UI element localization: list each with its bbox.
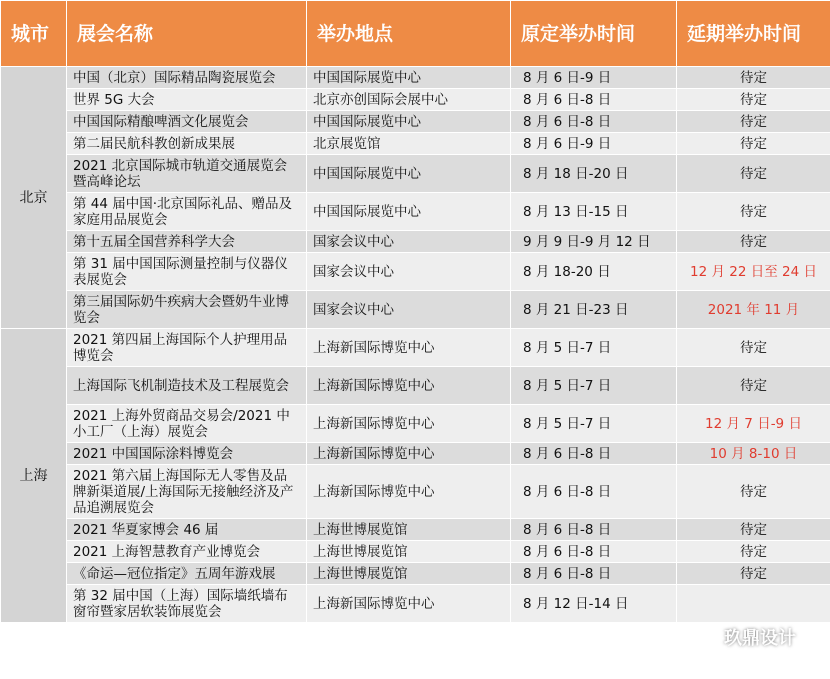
- table-row: [1, 367, 830, 405]
- delayed-date-cell: 12 月 22 日至 24 日: [677, 253, 830, 291]
- table-row: [1, 67, 830, 89]
- table-row: [1, 111, 830, 133]
- delayed-date-cell: 待定: [677, 519, 830, 541]
- watermark-text: 玖鼎设计: [724, 628, 796, 649]
- venue-cell: 中国国际展览中心: [307, 193, 511, 231]
- original-date-cell: 8 月 5 日-7 日: [511, 367, 677, 405]
- city-cell: 北京: [1, 67, 67, 329]
- table-body: [1, 67, 830, 623]
- venue-cell: 国家会议中心: [307, 253, 511, 291]
- exhibition-name-cell: 2021 中国国际涂料博览会: [67, 443, 307, 465]
- exhibition-name-cell: 2021 上海外贸商品交易会/2021 中小工厂（上海）展览会: [67, 405, 307, 443]
- table-row: [1, 89, 830, 111]
- header-city: 城市: [1, 1, 67, 67]
- exhibition-name-cell: 世界 5G 大会: [67, 89, 307, 111]
- original-date-cell: 8 月 6 日-8 日: [511, 443, 677, 465]
- exhibition-name-cell: 第二届民航科教创新成果展: [67, 133, 307, 155]
- venue-cell: 上海新国际博览中心: [307, 367, 511, 405]
- delayed-date-cell: [677, 585, 830, 623]
- exhibition-name-cell: 《命运—冠位指定》五周年游戏展: [67, 563, 307, 585]
- table-row: [1, 465, 830, 519]
- venue-cell: 国家会议中心: [307, 291, 511, 329]
- venue-cell: 中国国际展览中心: [307, 155, 511, 193]
- delayed-date-cell: 待定: [677, 563, 830, 585]
- venue-cell: 上海世博展览馆: [307, 563, 511, 585]
- original-date-cell: 8 月 13 日-15 日: [511, 193, 677, 231]
- delayed-date-cell: 待定: [677, 111, 830, 133]
- delayed-date-cell: 待定: [677, 367, 830, 405]
- venue-cell: 上海世博展览馆: [307, 519, 511, 541]
- delayed-date-cell: 待定: [677, 133, 830, 155]
- wechat-icon: [694, 627, 718, 647]
- delayed-date-cell: 待定: [677, 193, 830, 231]
- venue-cell: 中国国际展览中心: [307, 67, 511, 89]
- table-row: [1, 133, 830, 155]
- original-date-cell: 8 月 6 日-8 日: [511, 563, 677, 585]
- exhibition-name-cell: 2021 北京国际城市轨道交通展览会暨高峰论坛: [67, 155, 307, 193]
- delayed-date-cell: 待定: [677, 67, 830, 89]
- venue-cell: 上海新国际博览中心: [307, 405, 511, 443]
- table-header-row: [1, 1, 830, 67]
- header-venue: 举办地点: [307, 1, 511, 67]
- delayed-date-cell: 待定: [677, 155, 830, 193]
- table-row: [1, 155, 830, 193]
- exhibition-name-cell: 2021 第四届上海国际个人护理用品博览会: [67, 329, 307, 367]
- venue-cell: 上海新国际博览中心: [307, 443, 511, 465]
- original-date-cell: 8 月 5 日-7 日: [511, 329, 677, 367]
- original-date-cell: 8 月 6 日-8 日: [511, 541, 677, 563]
- city-cell: 上海: [1, 329, 67, 623]
- original-date-cell: 8 月 6 日-9 日: [511, 67, 677, 89]
- delayed-date-cell: 12 月 7 日-9 日: [677, 405, 830, 443]
- delayed-date-cell: 2021 年 11 月: [677, 291, 830, 329]
- exhibition-name-cell: 2021 第六届上海国际无人零售及品牌新渠道展/上海国际无接触经济及产品追溯展览会: [67, 465, 307, 519]
- exhibition-name-cell: 2021 上海智慧教育产业博览会: [67, 541, 307, 563]
- exhibition-name-cell: 第三届国际奶牛疾病大会暨奶牛业博览会: [67, 291, 307, 329]
- exhibition-name-cell: 第 32 届中国（上海）国际墙纸墙布窗帘暨家居软装饰展览会: [67, 585, 307, 623]
- delayed-date-cell: 10 月 8-10 日: [677, 443, 830, 465]
- exhibition-name-cell: 第 31 届中国国际测量控制与仪器仪表展览会: [67, 253, 307, 291]
- original-date-cell: 8 月 6 日-8 日: [511, 111, 677, 133]
- delayed-date-cell: 待定: [677, 541, 830, 563]
- original-date-cell: 8 月 12 日-14 日: [511, 585, 677, 623]
- original-date-cell: 8 月 6 日-8 日: [511, 89, 677, 111]
- venue-cell: 上海世博展览馆: [307, 541, 511, 563]
- original-date-cell: 8 月 6 日-8 日: [511, 519, 677, 541]
- header-name: 展会名称: [67, 1, 307, 67]
- exhibition-name-cell: 上海国际飞机制造技术及工程展览会: [67, 367, 307, 405]
- table-row: [1, 405, 830, 443]
- delayed-date-cell: 待定: [677, 231, 830, 253]
- delayed-date-cell: 待定: [677, 329, 830, 367]
- venue-cell: 上海新国际博览中心: [307, 465, 511, 519]
- table-row: [1, 563, 830, 585]
- delayed-date-cell: 待定: [677, 465, 830, 519]
- header-original-date: 原定举办时间: [511, 1, 677, 67]
- original-date-cell: 8 月 21 日-23 日: [511, 291, 677, 329]
- venue-cell: 国家会议中心: [307, 231, 511, 253]
- original-date-cell: 8 月 18-20 日: [511, 253, 677, 291]
- delayed-date-cell: 待定: [677, 89, 830, 111]
- original-date-cell: 8 月 5 日-7 日: [511, 405, 677, 443]
- venue-cell: 上海新国际博览中心: [307, 329, 511, 367]
- venue-cell: 北京展览馆: [307, 133, 511, 155]
- venue-cell: 北京亦创国际会展中心: [307, 89, 511, 111]
- original-date-cell: 8 月 6 日-8 日: [511, 465, 677, 519]
- exhibition-name-cell: 第十五届全国营养科学大会: [67, 231, 307, 253]
- exhibition-name-cell: 2021 华夏家博会 46 届: [67, 519, 307, 541]
- venue-cell: 中国国际展览中心: [307, 111, 511, 133]
- watermark: [694, 624, 796, 650]
- header-delayed-date: 延期举办时间: [677, 1, 830, 67]
- table-row: [1, 291, 830, 329]
- table-row: [1, 443, 830, 465]
- table-row: [1, 329, 830, 367]
- table-row: [1, 193, 830, 231]
- table-row: [1, 253, 830, 291]
- table-row: [1, 519, 830, 541]
- exhibition-name-cell: 中国（北京）国际精品陶瓷展览会: [67, 67, 307, 89]
- original-date-cell: 8 月 6 日-9 日: [511, 133, 677, 155]
- exhibition-name-cell: 第 44 届中国·北京国际礼品、赠品及家庭用品展览会: [67, 193, 307, 231]
- table-row: [1, 585, 830, 623]
- table-row: [1, 541, 830, 563]
- exhibition-name-cell: 中国国际精酿啤酒文化展览会: [67, 111, 307, 133]
- original-date-cell: 9 月 9 日-9 月 12 日: [511, 231, 677, 253]
- venue-cell: 上海新国际博览中心: [307, 585, 511, 623]
- original-date-cell: 8 月 18 日-20 日: [511, 155, 677, 193]
- table-row: [1, 231, 830, 253]
